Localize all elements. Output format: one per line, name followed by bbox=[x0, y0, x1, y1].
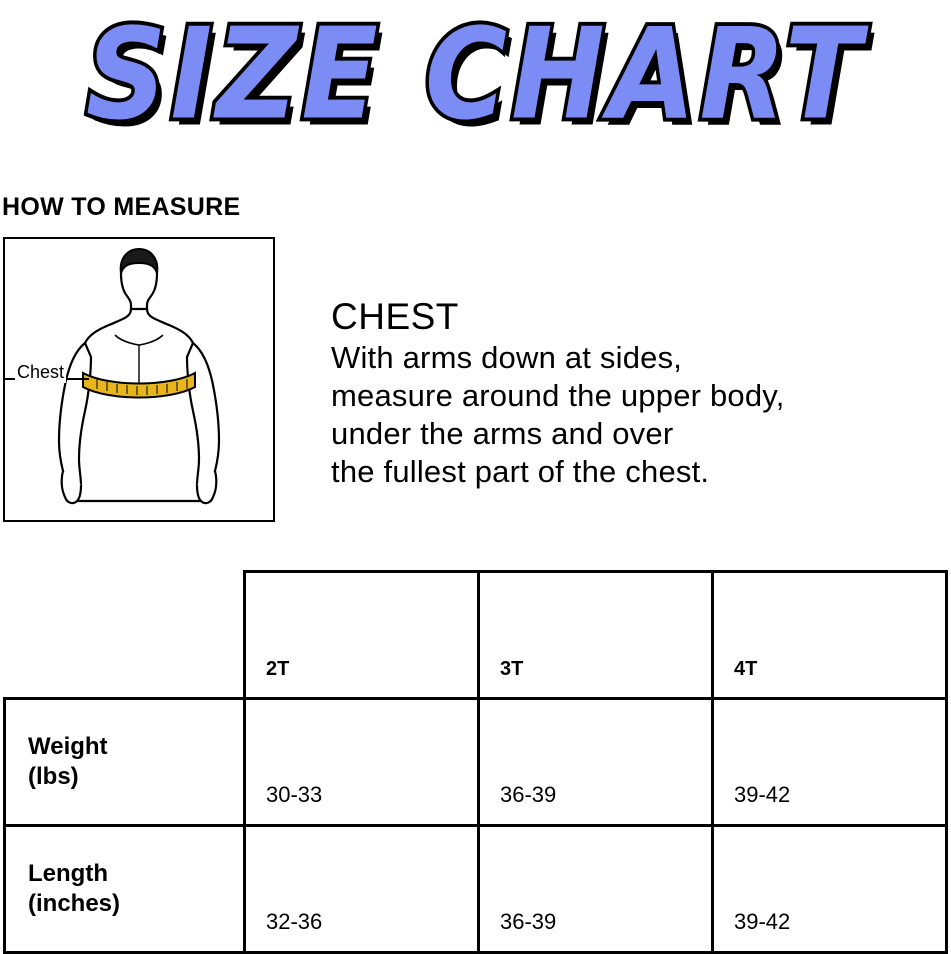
table-header-row bbox=[5, 572, 947, 699]
table-row bbox=[5, 699, 947, 826]
row-header-weight bbox=[5, 699, 245, 826]
column-header-4t: 4T bbox=[713, 572, 947, 699]
row-header-length-line2: (inches) bbox=[28, 890, 121, 917]
chest-description-line-3: under the arms and over bbox=[331, 416, 674, 451]
page-title-text: SIZE CHART bbox=[85, 2, 866, 148]
row-header-length-line1: Length bbox=[28, 860, 108, 887]
cell-weight-4t: 39-42 bbox=[713, 699, 947, 826]
chest-description-heading: CHEST bbox=[331, 296, 459, 337]
cell-length-2t: 32-36 bbox=[245, 826, 479, 953]
chest-description bbox=[331, 295, 946, 491]
chest-description-line-2: measure around the upper body, bbox=[331, 378, 785, 413]
cell-weight-3t: 36-39 bbox=[479, 699, 713, 826]
cell-weight-2t: 30-33 bbox=[245, 699, 479, 826]
table-corner-cell bbox=[5, 572, 245, 699]
chest-description-line-4: the fullest part of the chest. bbox=[331, 454, 710, 489]
column-header-3t: 3T bbox=[479, 572, 713, 699]
row-header-weight-line1: Weight bbox=[28, 733, 108, 760]
page-title bbox=[0, 0, 951, 150]
cell-length-4t: 39-42 bbox=[713, 826, 947, 953]
row-header-length bbox=[5, 826, 245, 953]
chest-description-line-1: With arms down at sides, bbox=[331, 340, 683, 375]
cell-length-3t: 36-39 bbox=[479, 826, 713, 953]
how-to-measure-heading: HOW TO MEASURE bbox=[2, 193, 241, 221]
size-chart-table bbox=[3, 570, 948, 954]
chest-measure-label: Chest bbox=[17, 362, 65, 382]
row-header-weight-line2: (lbs) bbox=[28, 763, 79, 790]
table-row bbox=[5, 826, 947, 953]
column-header-2t: 2T bbox=[245, 572, 479, 699]
